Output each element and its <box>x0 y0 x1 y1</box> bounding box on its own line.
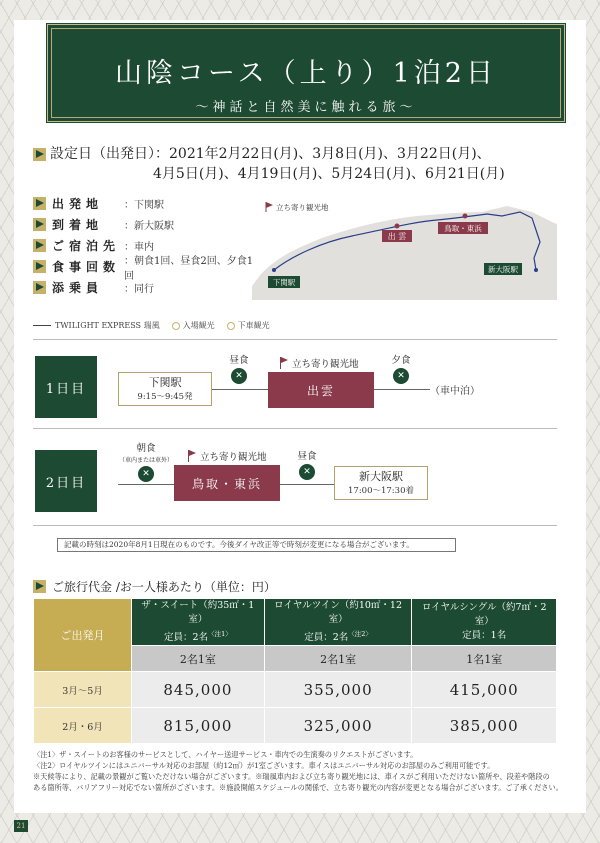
route-map <box>252 190 557 300</box>
price-title-text: ご旅行代金 /お一人様あたり（単位：円） <box>52 580 276 594</box>
day2-station-name: 新大阪駅 <box>359 470 403 483</box>
info-key: 添乗員 <box>52 281 104 295</box>
info-row <box>33 193 263 214</box>
table-row <box>34 708 557 744</box>
price-cell: 385,000 <box>412 708 557 744</box>
room-name: ロイヤルシングル（約7㎡・2室） <box>421 602 547 628</box>
info-row <box>33 214 263 235</box>
map-point <box>272 268 276 272</box>
dates-label: 設定日（出発日）： <box>50 146 169 162</box>
cutlery-icon: ✕ <box>299 464 315 480</box>
info-key: 出発地 <box>52 197 104 211</box>
flag-icon <box>280 357 289 369</box>
cutlery-icon: ✕ <box>138 466 154 482</box>
info-value: ：車内 <box>124 242 154 253</box>
footnote: 〈注1〉ザ・スイートのお客様のサービスとして、ハイヤー送迎サービス・車内での生演奏のリクエストがございます。 <box>33 750 418 759</box>
day2-spot-flag <box>188 449 267 463</box>
info-key: ご宿泊先 <box>52 239 121 253</box>
info-value: ：朝食1回、昼食2回、夕食1回 <box>123 255 254 282</box>
map-point <box>395 224 400 229</box>
bullet-icon <box>33 580 46 593</box>
price-table <box>33 598 557 744</box>
info-row <box>33 255 263 282</box>
day1-label: 1日目 <box>35 356 97 418</box>
map-flag-icon <box>266 202 273 208</box>
divider <box>33 428 557 429</box>
bullet-icon <box>33 218 46 231</box>
row-month: 3月〜5月 <box>34 672 132 708</box>
day1-lunch <box>226 352 252 384</box>
day1-spot-flag-label: 立ち寄り観光地 <box>292 359 359 370</box>
map-label-tottori: 鳥取・東浜 <box>444 224 482 233</box>
info-value: ：新大阪駅 <box>124 221 174 232</box>
price-cell: 845,000 <box>132 672 265 708</box>
info-value: ：下関駅 <box>124 200 164 211</box>
room-occupancy: 2名1室 <box>264 646 412 672</box>
exit-dot-icon <box>227 322 235 330</box>
legend-exit: 下車観光 <box>237 321 270 330</box>
map-legend: 立ち寄り観光地 <box>276 203 329 212</box>
map-label-izumo: 出 雲 <box>387 232 407 241</box>
page-subtitle: 〜神話と自然美に触れる旅〜 <box>195 100 417 115</box>
day1-spot: 出雲 <box>268 372 374 408</box>
timeline-legend <box>33 320 270 331</box>
day2-breakfast <box>116 440 176 482</box>
room-occupancy: 1名1室 <box>412 646 557 672</box>
legend-train: TWILIGHT EXPRESS 瑞風 <box>55 321 160 330</box>
room-header <box>132 599 265 646</box>
map-label-shimonoseki: 下関駅 <box>272 278 296 287</box>
footnote: 〈注2〉ロイヤルツインにはユニバーサル対応のお部屋（約12㎡）が1室ございます。車イスはユニバーサル対応のお部屋のみご利用可能です。 <box>33 761 495 770</box>
day2-station <box>334 466 428 500</box>
day1-dinner <box>388 352 414 384</box>
bullet-icon <box>33 239 46 252</box>
page-title: 山陰コース（上り）1泊2日 <box>114 58 497 89</box>
bullet-icon <box>33 148 46 161</box>
info-key: 到着地 <box>52 218 104 232</box>
day2-breakfast-note: （車内または車外） <box>118 457 173 464</box>
divider <box>33 525 557 526</box>
info-value: ：同行 <box>124 284 154 295</box>
map-point <box>534 268 538 272</box>
room-name: ロイヤルツイン（約10㎡・12室） <box>274 600 402 625</box>
day1-station <box>118 372 212 406</box>
day1-lunch-label: 昼食 <box>229 355 249 366</box>
room-header <box>412 599 557 646</box>
footnote: ある箇所等、バリアフリー対応でない箇所がございます。※施設開館スケジュールの関係で、立ち寄り観光の内容が変更となる場合がございます。ご了承ください。 <box>33 783 563 792</box>
room-capacity: 定員：2名 <box>164 632 209 644</box>
day2-lunch <box>294 448 320 480</box>
bullet-icon <box>33 260 46 273</box>
departure-dates <box>33 144 553 184</box>
map-label-shinosaka: 新大阪駅 <box>488 265 518 274</box>
room-capacity: 定員：2名 <box>304 632 349 644</box>
trip-info <box>33 193 263 298</box>
dates-line2: 4月5日(月)、4月19日(月)、5月24日(月)、6月21日(月) <box>153 166 505 182</box>
day1-spot-flag <box>280 356 359 370</box>
day2-lunch-label: 昼食 <box>297 451 317 462</box>
day2-station-time: 17:00〜17:30着 <box>348 486 414 496</box>
day1-dinner-label: 夕食 <box>391 355 411 366</box>
bullet-icon <box>33 281 46 294</box>
footnote: ※天候等により、記載の景観がご覧いただけない場合がございます。※瑞風車内および立ち寄り観光地には、車イスがご利用いただけない箇所や、段差や階段の <box>33 772 550 781</box>
divider <box>33 339 557 340</box>
table-row <box>34 672 557 708</box>
price-cell: 325,000 <box>264 708 412 744</box>
day2-breakfast-label: 朝食 <box>136 443 156 454</box>
flag-icon <box>188 450 197 462</box>
footnotes <box>33 749 563 793</box>
day2-spot: 鳥取・東浜 <box>174 465 280 501</box>
cutlery-icon: ✕ <box>231 368 247 384</box>
day1-station-name: 下関駅 <box>148 376 182 389</box>
room-name: ザ・スイート（約35㎡・1室） <box>141 600 255 625</box>
page-number: 21 <box>14 820 28 832</box>
day1-overnight: （車中泊） <box>430 382 480 397</box>
info-key: 食事回数 <box>52 260 121 274</box>
day2-label: 2日目 <box>35 450 97 512</box>
price-title <box>33 578 276 595</box>
day2-spot-flag-label: 立ち寄り観光地 <box>200 452 267 463</box>
room-capacity: 定員：1名 <box>462 630 507 642</box>
timetable-note: 記載の時刻は2020年8月1日現在のものです。今後ダイヤ改正等で時刻が変更になる場合がございます。 <box>57 538 456 552</box>
row-month: 2月・6月 <box>34 708 132 744</box>
map-point <box>463 214 468 219</box>
price-cell: 415,000 <box>412 672 557 708</box>
dates-line1: 2021年2月22日(月)、3月8日(月)、3月22日(月)、 <box>169 146 491 162</box>
day1-station-time: 9:15〜9:45発 <box>137 392 193 402</box>
title-banner <box>47 24 565 122</box>
entry-dot-icon <box>172 322 180 330</box>
price-cell: 815,000 <box>132 708 265 744</box>
room-note: 〈注2〉 <box>348 630 372 638</box>
train-line-icon <box>33 325 51 326</box>
cutlery-icon: ✕ <box>393 368 409 384</box>
month-header: ご出発月 <box>34 599 132 672</box>
price-cell: 355,000 <box>264 672 412 708</box>
legend-entry: 入場観光 <box>182 321 215 330</box>
room-note: 〈注1〉 <box>208 630 232 638</box>
room-occupancy: 2名1室 <box>132 646 265 672</box>
room-header <box>264 599 412 646</box>
bullet-icon <box>33 197 46 210</box>
